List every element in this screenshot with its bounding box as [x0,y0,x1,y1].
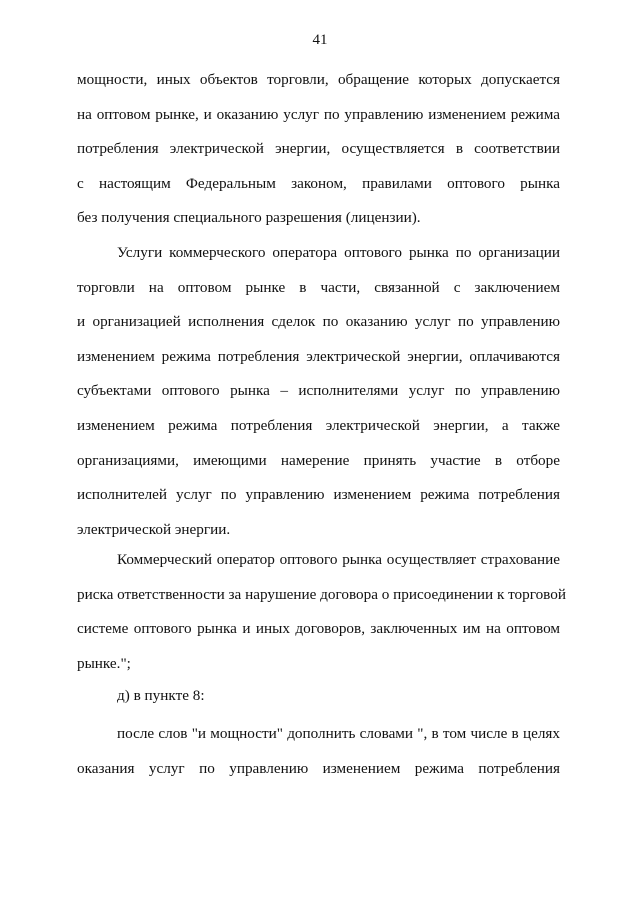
text-line: изменением режима потребления электрической энергии, а также [77,416,560,434]
paragraph-4 [77,679,560,714]
text-line: на оптовом рынке, и оказанию услуг по управлению изменением режима [77,105,560,123]
text-line: изменением режима потребления электрической энергии, оплачиваются [77,347,560,365]
paragraph-3 [77,543,566,681]
text-line: мощности, иных объектов торговли, обращение которых допускается [77,71,560,88]
text-line: д) в пункте 8: [117,687,205,704]
text-line: исполнителей услуг по управлению изменением режима потребления [77,486,560,504]
paragraph-2 [77,236,560,547]
text-line: торговли на оптовом рынке в части, связанной с заключением [77,278,560,296]
text-line: риска ответственности за нарушение договора о присоединении к торговой [77,585,566,603]
text-line: рынке."; [77,654,131,672]
text-line: без получения специального разрешения (лицензии). [77,209,421,227]
text-line: электрической энергии. [77,520,231,538]
text-line: оказания услуг по управлению изменением режима потребления [77,759,560,777]
paragraph-1 [77,63,560,236]
text-line: потребления электрической энергии, осуществляется в соответствии [77,140,560,158]
text-line: организациями, имеющими намерение принять участие в отборе [77,451,560,469]
text-line: Коммерческий оператор оптового рынка осуществляет страхование [117,551,560,568]
text-line: с настоящим Федеральным законом, правилами оптового рынка [77,174,560,192]
text-line: после слов "и мощности" дополнить словами ", в том числе в целях [117,725,560,742]
text-line: и организацией исполнения сделок по оказанию услуг по управлению [77,313,560,331]
text-line: Услуги коммерческого оператора оптового рынка по организации [117,244,560,261]
page-number: 41 [312,32,328,48]
text-line: субъектами оптового рынка – исполнителями услуг по управлению [77,382,560,400]
text-line: системе оптового рынка и иных договоров, заключенных им на оптовом [77,620,560,638]
paragraph-5 [77,717,560,786]
